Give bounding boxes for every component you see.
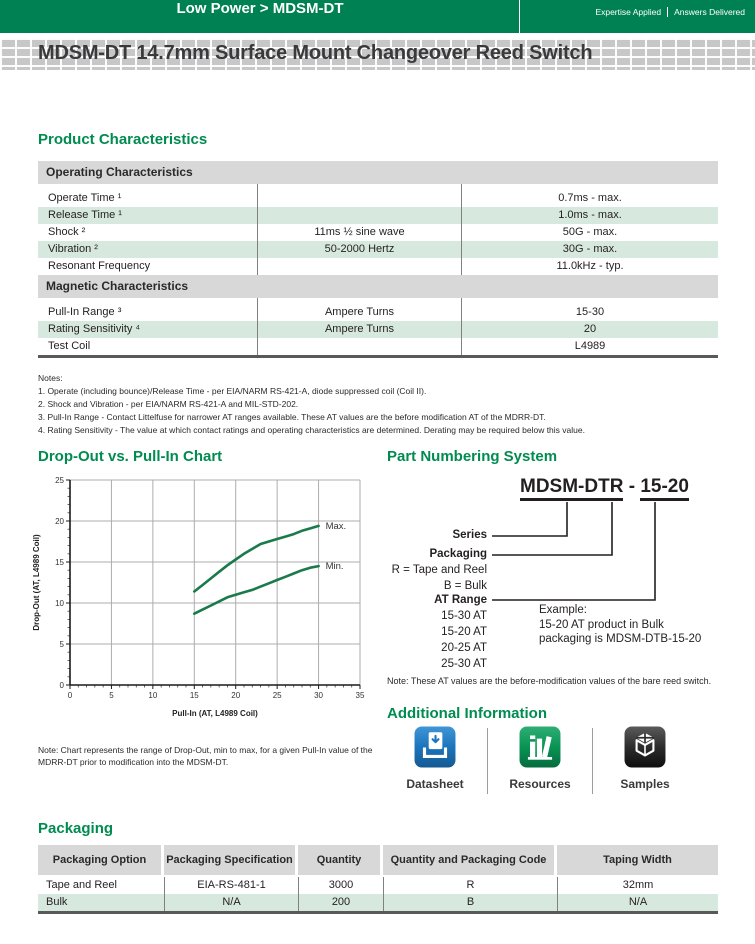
spec-cell-value: 20 (461, 321, 718, 338)
packaging-table-rows (38, 877, 718, 911)
spec-row (38, 304, 718, 321)
packaging-header-cell: Quantity (298, 845, 383, 875)
additional-info-row (387, 726, 735, 800)
spec-cell-condition (257, 190, 461, 207)
packaging-cell: 3000 (298, 877, 383, 894)
svg-text:5: 5 (59, 639, 64, 649)
at-range-option: 25-30 AT (441, 658, 487, 670)
top-brand-band (0, 0, 755, 33)
note-line: 2. Shock and Vibration - per EIA/NARM RS-421-A and MIL-STD-202. (38, 399, 299, 409)
spec-cell-name: Test Coil (48, 340, 91, 352)
resources-link[interactable] (492, 726, 588, 791)
part-number-example (520, 476, 689, 498)
svg-text:35: 35 (355, 691, 365, 700)
datasheet-download-icon[interactable] (414, 726, 456, 768)
svg-text:0: 0 (59, 680, 64, 690)
spec-cell-name: Release Time ¹ (48, 209, 122, 221)
spec-cell-value: 0.7ms - max. (461, 190, 718, 207)
note-line: 3. Pull-In Range - Contact Littelfuse for narrower AT ranges available. These AT values are the before modification AT of the MDRR-DT. (38, 412, 546, 422)
samples-label[interactable]: Samples (620, 777, 670, 791)
spec-cell-condition (257, 338, 461, 355)
datasheet-label[interactable]: Datasheet (406, 777, 464, 791)
svg-text:5: 5 (109, 691, 114, 700)
spec-cell-name: Shock ² (48, 226, 86, 238)
svg-text:15: 15 (189, 691, 199, 700)
pn-example-line: 15-20 AT product in Bulk (539, 618, 664, 631)
spec-row (38, 190, 718, 207)
packaging-cell: 32mm (557, 877, 718, 894)
packaging-table-header (38, 845, 718, 875)
title-bar (0, 38, 755, 70)
dropout-pullin-chart-svg (30, 468, 366, 720)
resources-label[interactable]: Resources (509, 777, 571, 791)
tagline-separator (667, 7, 668, 17)
spec-cell-value: L4989 (461, 338, 718, 355)
pn-separator: - (623, 476, 641, 497)
spec-cell-condition: 11ms ½ sine wave (257, 224, 461, 241)
product-characteristics-table (38, 161, 718, 358)
band-divider (519, 0, 520, 33)
svg-text:30: 30 (314, 691, 324, 700)
spec-cell-condition (257, 207, 461, 224)
packaging-header-cell: Packaging Specification (164, 845, 298, 875)
svg-text:20: 20 (231, 691, 241, 700)
magnetic-characteristics-header: Magnetic Characteristics (38, 275, 718, 298)
at-range-option: 15-30 AT (441, 610, 487, 622)
chart-heading: Drop-Out vs. Pull-In Chart (38, 448, 223, 465)
packaging-header-cell: Quantity and Packaging Code (383, 845, 557, 875)
packaging-cell: R (383, 877, 557, 894)
packaging-cell: N/A (164, 894, 298, 911)
svg-text:Drop-Out (AT, L4989 Coil): Drop-Out (AT, L4989 Coil) (32, 534, 41, 631)
pn-example-line: Example: (539, 604, 587, 616)
pn-packaging-segment: R (610, 476, 624, 501)
packaging-cell: B (383, 894, 557, 911)
note-line: 1. Operate (including bounce)/Release Time - per EIA/NARM RS-421-A, diode suppressed coil (Coil II). (38, 386, 427, 396)
spec-cell-name: Rating Sensitivity ⁴ (48, 323, 141, 335)
spec-cell-condition: 50-2000 Hertz (257, 241, 461, 258)
note-line: 4. Rating Sensitivity - The value at which contact ratings and operating characteristics are determined. Derating may be required below this value. (38, 425, 585, 435)
spec-row (38, 207, 718, 224)
packaging-option: R = Tape and Reel (391, 564, 487, 576)
pn-note: Note: These AT values are the before-modification values of the bare reed switch. (387, 676, 712, 686)
notes-label: Notes: (38, 373, 63, 383)
spec-cell-name: Vibration ² (48, 243, 98, 255)
at-range-option: 20-25 AT (441, 642, 487, 654)
pn-example-text (539, 603, 701, 647)
additional-info-heading: Additional Information (387, 705, 547, 722)
operating-characteristics-rows (38, 184, 718, 275)
packaging-row (38, 894, 718, 911)
packaging-cell: Bulk (46, 896, 68, 908)
packaging-header-cell: Packaging Option (38, 845, 164, 875)
packaging-label: Packaging (429, 548, 487, 560)
svg-text:10: 10 (148, 691, 158, 700)
brand-tagline (595, 7, 745, 17)
svg-text:25: 25 (272, 691, 282, 700)
table-notes (38, 372, 728, 437)
spec-cell-value: 50G - max. (461, 224, 718, 241)
info-divider (487, 728, 488, 794)
spec-row (38, 321, 718, 338)
part-numbering-heading: Part Numbering System (387, 448, 558, 465)
info-divider (592, 728, 593, 794)
magnetic-characteristics-rows (38, 298, 718, 355)
packaging-cell: N/A (557, 894, 718, 911)
part-numbering-diagram (387, 470, 735, 672)
spec-row (38, 224, 718, 241)
svg-text:Max.: Max. (325, 520, 347, 532)
packaging-table (38, 845, 718, 914)
product-characteristics-heading: Product Characteristics (38, 131, 208, 148)
at-range-option: 15-20 AT (441, 626, 487, 638)
samples-link[interactable] (597, 726, 693, 791)
packaging-option: B = Bulk (443, 580, 487, 592)
spec-cell-name: Operate Time ¹ (48, 192, 122, 204)
svg-text:Min.: Min. (325, 561, 344, 573)
packaging-cell: 200 (298, 894, 383, 911)
svg-text:0: 0 (67, 691, 73, 700)
packaging-cell: Tape and Reel (46, 879, 117, 891)
svg-text:10: 10 (55, 598, 64, 608)
pn-at-range-segment: 15-20 (640, 476, 689, 501)
page-title: MDSM-DT 14.7mm Surface Mount Changeover Reed Switch (38, 42, 593, 64)
spec-cell-value: 11.0kHz - typ. (461, 258, 718, 275)
svg-text:25: 25 (55, 475, 64, 485)
spec-cell-condition: Ampere Turns (257, 304, 461, 321)
spec-row (38, 258, 718, 275)
spec-cell-value: 15-30 (461, 304, 718, 321)
dropout-pullin-chart (30, 468, 370, 723)
svg-text:Pull-In (AT, L4989 Coil): Pull-In (AT, L4989 Coil) (172, 709, 258, 718)
spec-cell-condition (257, 258, 461, 275)
at-range-label: AT Range (434, 594, 487, 606)
operating-characteristics-header: Operating Characteristics (38, 161, 718, 184)
packaging-row (38, 877, 718, 894)
breadcrumb: Low Power > MDSM-DT (176, 0, 344, 17)
datasheet-link[interactable] (387, 726, 483, 791)
svg-text:15: 15 (55, 557, 64, 567)
spec-cell-name: Resonant Frequency (48, 260, 151, 272)
spec-cell-value: 30G - max. (461, 241, 718, 258)
spec-row (38, 338, 718, 355)
spec-row (38, 241, 718, 258)
chart-note: Note: Chart represents the range of Drop-Out, min to max, for a given Pull-In value of the MDRR-DT prior to modification into the MDSM-DT. (38, 745, 373, 767)
tagline-left: Expertise Applied (595, 7, 662, 17)
spec-cell-condition: Ampere Turns (257, 321, 461, 338)
tagline-right: Answers Delivered (674, 7, 745, 17)
packaging-cell: EIA-RS-481-1 (164, 877, 298, 894)
pn-series-segment: MDSM-DT (520, 476, 610, 501)
spec-cell-name: Pull-In Range ³ (48, 306, 122, 318)
samples-box-icon[interactable] (624, 726, 666, 768)
pn-example-line: packaging is MDSM-DTB-15-20 (539, 633, 702, 645)
packaging-heading: Packaging (38, 820, 114, 837)
series-label: Series (452, 529, 487, 541)
spec-cell-value: 1.0ms - max. (461, 207, 718, 224)
packaging-header-cell: Taping Width (557, 845, 718, 875)
resources-books-icon[interactable] (519, 726, 561, 768)
svg-text:20: 20 (55, 516, 64, 526)
